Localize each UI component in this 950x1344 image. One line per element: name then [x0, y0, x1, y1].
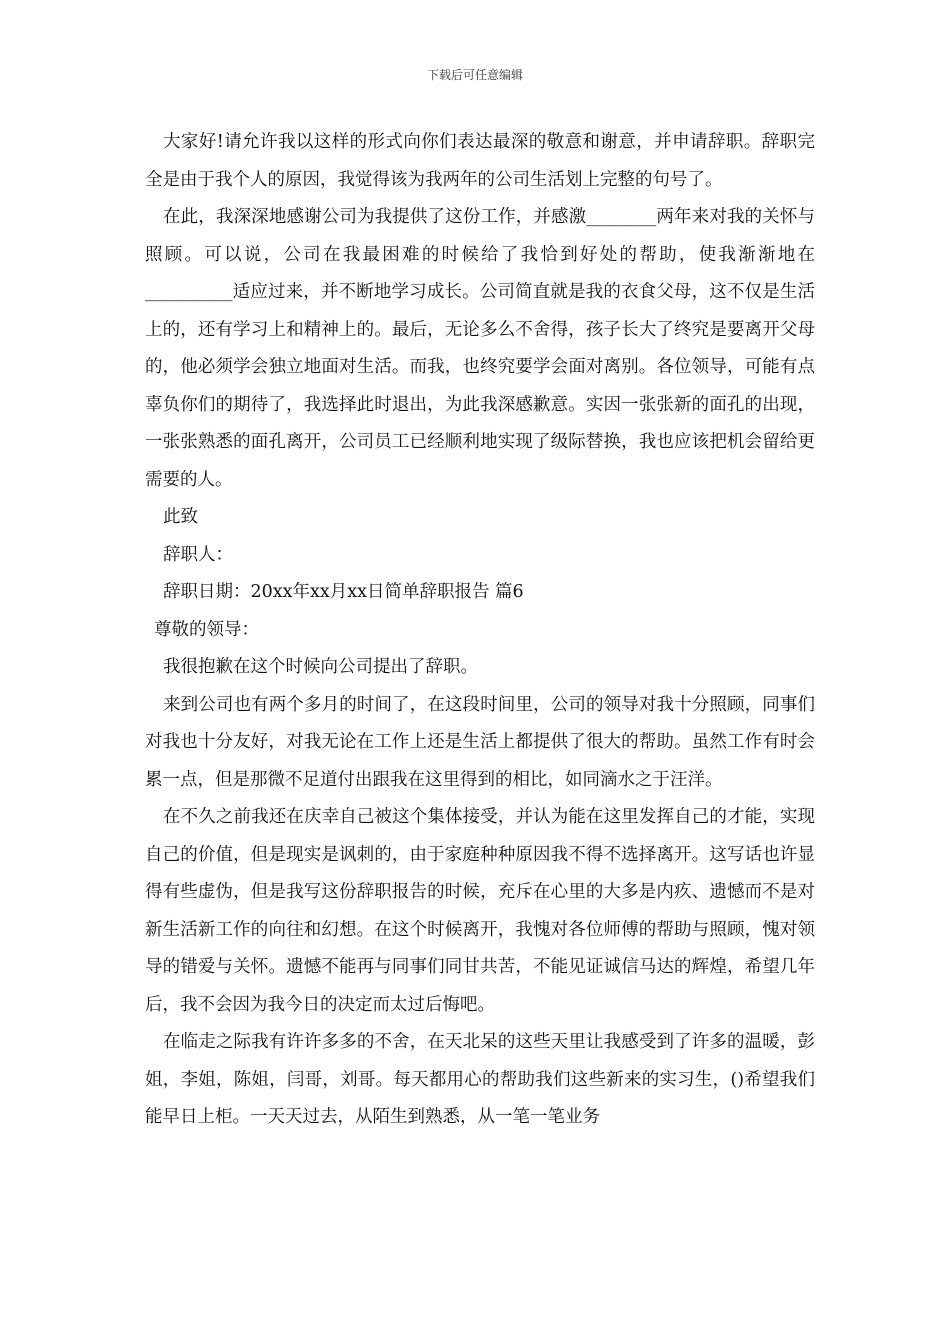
paragraph-reason: 在不久之前我还在庆幸自己被这个集体接受，并认为能在这里发挥自己的才能，实现自己的价值，但是现实是讽刺的，由于家庭种种原因我不得不选择离开。这写话也许显得有些虚伪，但是我写这份辞职报告的时候，充斥在心里的大多是内疚、遗憾而不是对新生活新工作的向往和幻想。在这个时候离开，我愧对各位师傅的帮助与照顾，愧对领导的错爱与关怀。遗憾不能再与同事们同甘共苦，不能见证诚信马达的辉煌，希望几年后，我不会因为我今日的决定而太过后悔吧。	[145, 807, 815, 1015]
paragraph-thanks: 在此，我深深地感谢公司为我提供了这份工作，并感激________两年来对我的关怀与照顾。可以说，公司在我最困难的时候给了我恰到好处的帮助，使我渐渐地在__________适应过来，并不断地学习成长。公司简直就是我的衣食父母，这不仅是生活上的，还有学习上和精神上的。最后，无论多么不舍得，孩子长大了终究是要离开父母的，他必须学会独立地面对生活。而我，也终究要学会面对离别。各位领导，可能有点辜负你们的期待了，我选择此时退出，为此我深感歉意。实因一张张新的面孔的出现，一张张熟悉的面孔离开，公司员工已经顺利地实现了级际替换，我也应该把机会留给更需要的人。	[145, 207, 815, 490]
paragraph-apology: 我很抱歉在这个时候向公司提出了辞职。	[163, 657, 478, 677]
signature-line: 辞职人：	[163, 544, 233, 565]
paragraph-greeting: 大家好!请允许我以这样的形式向你们表达最深的敬意和谢意，并申请辞职。辞职完全是由于我个人的原因，我觉得该为我两年的公司生活划上完整的句号了。	[145, 132, 815, 190]
document-body	[145, 124, 815, 1137]
paragraph-experience: 来到公司也有两个多月的时间了，在这段时间里，公司的领导对我十分照顾，同事们对我也十分友好，对我无论在工作上还是生活上都提供了很大的帮助。虽然工作有时会累一点，但是那微不足道付出跟我在这里得到的相比，如同滴水之于汪洋。	[145, 694, 815, 790]
date-and-title-line: 辞职日期：20xx年xx月xx日简单辞职报告 篇6	[163, 582, 524, 602]
page-header: 下载后可任意编辑	[426, 68, 523, 82]
closing-salutation: 此致	[163, 507, 198, 527]
paragraph-farewell: 在临走之际我有许许多多的不舍，在天北呆的这些天里让我感受到了许多的温暖，彭姐，李姐，陈姐，闫哥，刘哥。每天都用心的帮助我们这些新来的实习生，()希望我们能早日上柜。一天天过去，从陌生到熟悉，从一笔一笔业务	[145, 1032, 815, 1127]
addressee-line: 尊敬的领导：	[154, 619, 259, 640]
